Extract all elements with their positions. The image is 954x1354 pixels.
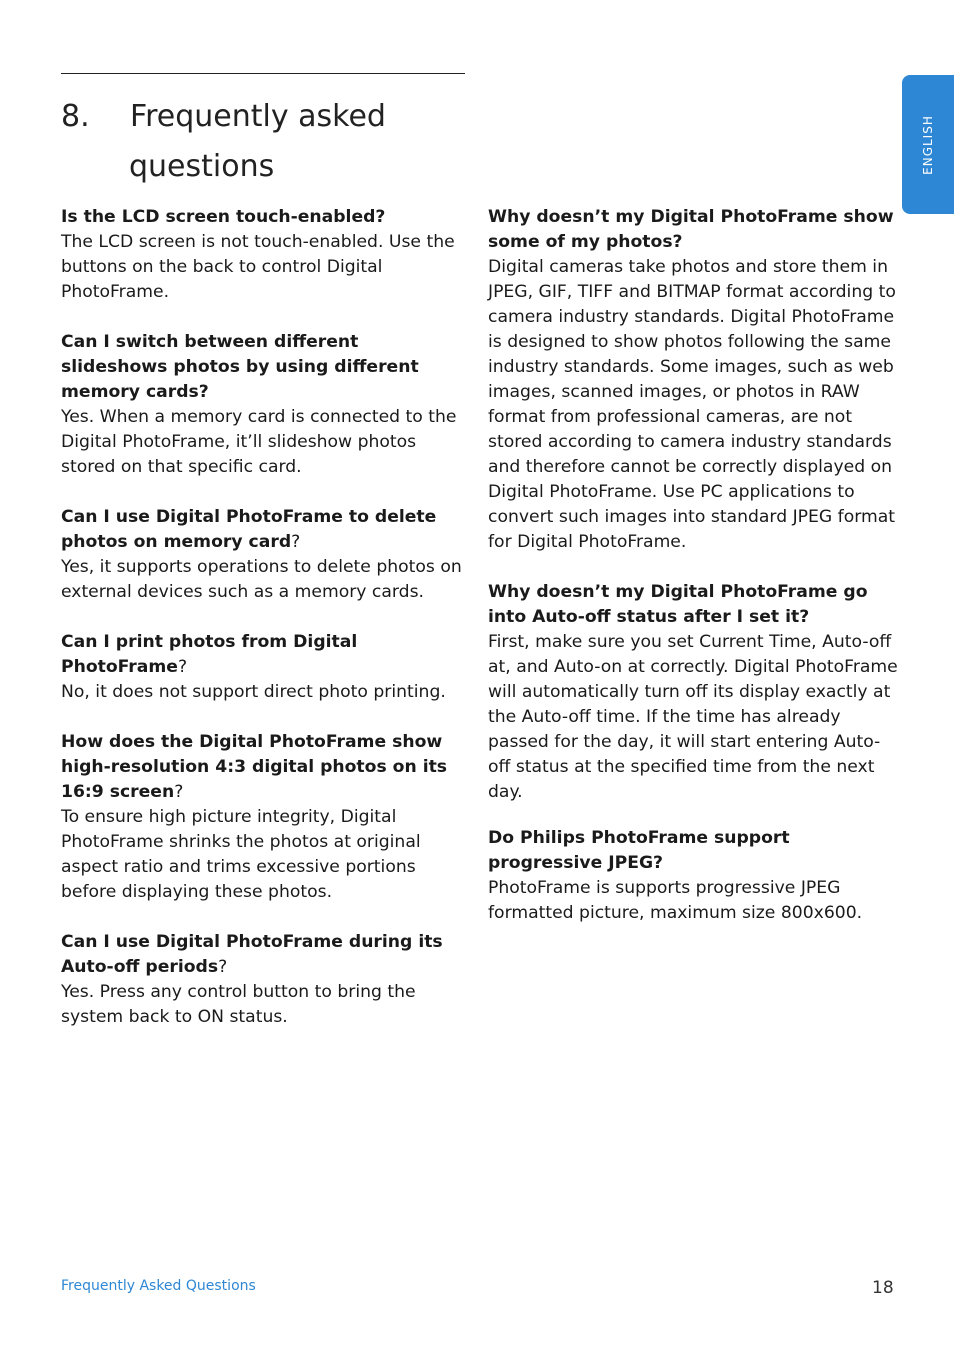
faq-question-mark: ?: [291, 532, 301, 552]
faq-question-mark: ?: [177, 657, 188, 677]
faq-item: [61, 505, 467, 605]
faq-answer: The LCD screen is not touch-enabled. Use the buttons on the back to control Digital PhotoFrame.: [61, 232, 455, 302]
section-title-line2: questions: [129, 149, 275, 184]
header-rule: [61, 73, 465, 74]
page-number: 18: [872, 1278, 894, 1298]
faq-question-text: How does the Digital PhotoFrame show high-resolution 4:3 digital photos on its 16:9 screen: [61, 732, 448, 802]
faq-answer: First, make sure you set Current Time, Auto-off at, and Auto-on at correctly. Digital PhotoFrame will automatically turn off its display exactly at the Auto-off time. If the time has already passed for the day, it will start entering Auto-off status at the specified time from the next day.: [488, 632, 898, 802]
faq-answer: Yes, it supports operations to delete photos on external devices such as a memory cards.: [61, 557, 462, 602]
section-title: [61, 92, 386, 192]
faq-question: Why doesn’t my Digital PhotoFrame show some of my photos?: [488, 207, 894, 252]
faq-answer: Yes. Press any control button to bring the system back to ON status.: [61, 982, 416, 1027]
faq-item: [61, 205, 467, 305]
faq-question: Why doesn’t my Digital PhotoFrame go into Auto-off status after I set it?: [488, 582, 868, 627]
language-tab: [902, 75, 954, 214]
faq-item: [488, 205, 900, 555]
section-title-line1: Frequently asked: [130, 99, 386, 134]
right-column: [488, 205, 900, 926]
faq-answer: Yes. When a memory card is connected to the Digital PhotoFrame, it’ll slideshow photos stored on that specific card.: [61, 407, 457, 477]
faq-answer: PhotoFrame is supports progressive JPEG formatted picture, maximum size 800x600.: [488, 878, 863, 923]
faq-question: [61, 505, 467, 555]
faq-question-text: Can I use Digital PhotoFrame during its Auto-off periods: [61, 932, 443, 977]
faq-question: Do Philips PhotoFrame support progressive JPEG?: [488, 828, 790, 873]
faq-item: [488, 826, 900, 926]
faq-item: [61, 930, 467, 1030]
faq-question-text: Can I use Digital PhotoFrame to delete photos on memory card: [61, 507, 437, 552]
faq-item: [61, 330, 467, 480]
faq-item: [488, 580, 900, 805]
faq-answer: Digital cameras take photos and store them in JPEG, GIF, TIFF and BITMAP format according to camera industry standards. Digital PhotoFrame is designed to show photos following the same industry standards. Some images, such as web images, scanned images, or photos in RAW format from professional cameras, are not stored according to camera industry standards and therefore cannot be correctly displayed on Digital PhotoFrame. Use PC applications to convert such images into standard JPEG format for Digital PhotoFrame.: [488, 257, 896, 552]
faq-question: Can I switch between different slideshows photos by using different memory cards?: [61, 332, 419, 402]
faq-item: [61, 730, 467, 905]
faq-question-mark: ?: [218, 957, 228, 977]
faq-question-text: Can I print photos from Digital PhotoFrame: [61, 632, 358, 677]
section-number: 8.: [61, 99, 90, 134]
faq-question-mark: ?: [174, 782, 184, 802]
faq-question: Is the LCD screen touch-enabled?: [61, 207, 386, 227]
faq-question: [61, 730, 467, 805]
faq-question: [61, 630, 467, 680]
faq-answer: No, it does not support direct photo printing.: [61, 682, 446, 702]
language-tab-label: ENGLISH: [921, 114, 935, 175]
faq-answer: To ensure high picture integrity, Digital PhotoFrame shrinks the photos at original aspect ratio and trims excessive portions before displaying these photos.: [61, 807, 421, 902]
faq-item: [61, 630, 467, 705]
footer-section-label: Frequently Asked Questions: [61, 1278, 256, 1294]
left-column: [61, 205, 467, 1030]
faq-question: [61, 930, 467, 980]
